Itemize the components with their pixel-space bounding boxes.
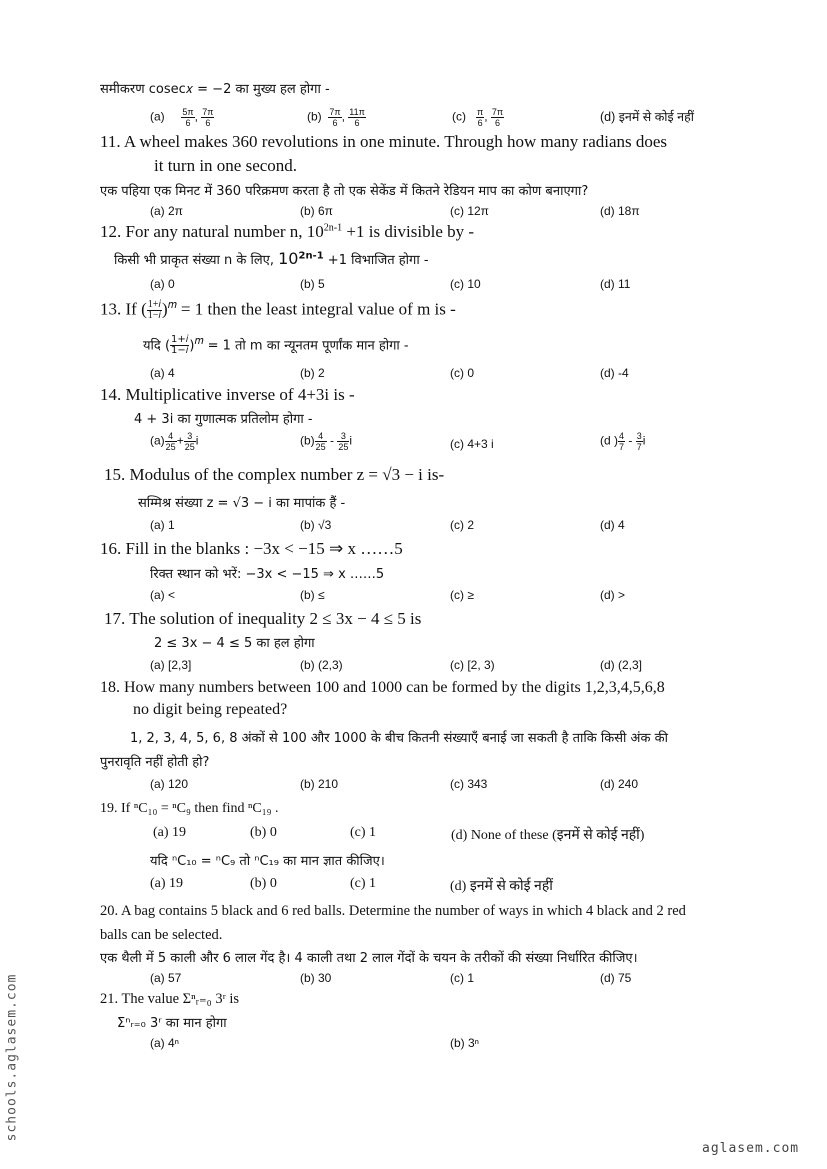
q13-english-tail: = 1 then the least integral value of m is - (176, 299, 456, 319)
q13-option-b: (b) 2 (300, 366, 325, 380)
q14-a-operator: + (176, 433, 184, 448)
q10-option-b: (b) $\frac{7\pi}{6}$ , $\frac{11\pi}{6}$ (307, 107, 365, 128)
q17-option-d: (d) (2,3] (600, 658, 643, 672)
q14-option-d-label: (d ) (600, 433, 618, 448)
left-watermark (4, 965, 22, 1155)
q19-hindi: यदि ⁿC₁₀ = ⁿC₉ तो ⁿC₁₉ का मान ज्ञात कीजिए। (150, 854, 385, 869)
q21-option-a: (a) 4ⁿ (150, 1036, 180, 1050)
q12-english-text: 12. For any natural number n, 10 (100, 222, 324, 241)
q14-d-operator: - (628, 433, 633, 448)
q14-d-frac2 (636, 431, 643, 452)
q18-english-line2: no digit being repeated? (133, 701, 288, 718)
q17-option-b: (b) (2,3) (300, 658, 343, 672)
q11-option-d: (d) 18π (600, 204, 640, 218)
q12-hindi-base: 10 (278, 249, 299, 268)
q15-option-c: (c) 2 (450, 518, 474, 532)
q17-option-c: (c) [2, 3) (450, 658, 495, 672)
q13-hindi-exponent: 𝑚 (194, 334, 204, 347)
frac-num: 7π (329, 107, 341, 117)
frac-num: 5π (182, 107, 194, 117)
frac-num: 3 (184, 431, 196, 442)
q16-english: 16. Fill in the blanks : −3x < −15 ⇒ x ……5 (100, 539, 403, 558)
q14-b-operator: - (330, 433, 335, 448)
frac-num: 4 (619, 431, 625, 441)
q20-option-a: (a) 57 (150, 971, 182, 985)
frac-den: 6 (205, 118, 211, 128)
q21-hindi: Σⁿᵣ₌₀ 3ʳ का मान होगा (117, 1016, 227, 1031)
frac-den: 7 (636, 442, 642, 452)
q13-hindi-tail: = 1 तो m का न्यूनतम पूर्णांक मान होगा - (203, 338, 409, 354)
q14-a-imag: i (195, 433, 199, 448)
q17-english: 17. The solution of inequality 2 ≤ 3x − 4 ≤ 5 is (104, 609, 422, 628)
q18-option-c: (c) 343 (450, 777, 488, 791)
q19-option-a-hindi-row: (a) 19 (150, 876, 184, 891)
frac-num: 4 (165, 431, 177, 442)
frac-den: 6 (477, 118, 483, 128)
q10-option-a: (a) $\frac{5\pi}{6}$ , $\frac{7\pi}{6}$ (150, 107, 214, 128)
q12-option-d: (d) 11 (600, 277, 631, 291)
q16-option-c: (c) ≥ (450, 588, 474, 602)
q14-d-imag: i (642, 433, 646, 448)
q12-english-tail: +1 is divisible by - (342, 222, 475, 241)
q16-option-b: (b) ≤ (300, 588, 325, 602)
frac-num: 3 (636, 431, 642, 441)
frac-den: 6 (332, 118, 338, 128)
q14-d-frac1 (618, 431, 625, 452)
q14-b-frac1 (315, 431, 327, 452)
q11-option-c: (c) 12π (450, 204, 489, 218)
q16-option-d: (d) > (600, 588, 626, 602)
q19-option-b-hindi-row: (b) 0 (250, 876, 277, 891)
q12-hindi-text: किसी भी प्राकृत संख्या n के लिए, (114, 253, 279, 268)
q10-option-b-label: (b) (307, 109, 322, 124)
frac-num: 7π (491, 107, 504, 117)
q12-hindi-tail: +1 विभाजित होगा - (323, 253, 429, 268)
q11-english-line1: 11. A wheel makes 360 revolutions in one minute. Through how many radians does (100, 132, 668, 151)
q13-hindi-text: यदि (143, 338, 161, 354)
q19-option-a: (a) 19 (153, 825, 187, 840)
q13-english-text: 13. If (100, 299, 137, 319)
q13-option-c: (c) 0 (450, 366, 474, 380)
q17-hindi: 2 ≤ 3x − 4 ≤ 5 का हल होगा (154, 636, 315, 651)
q18-hindi-line1: 1, 2, 3, 4, 5, 6, 8 अंकों से 100 और 1000 के बीच कितनी संख्याएँ बनाई जा सकती है ताकि किसी अंक की (130, 731, 668, 746)
q21-option-b: (b) 3ⁿ (450, 1036, 480, 1050)
frac-den: 7 (619, 442, 625, 452)
q19-option-c: (c) 1 (350, 825, 377, 840)
frac-num: 7π (202, 107, 214, 117)
q12-exponent: 2n-1 (323, 222, 343, 234)
q13-fraction (147, 300, 162, 321)
q10-option-c: (c) $\frac{\pi}{6}$ , $\frac{7\pi}{6}$ (452, 107, 504, 128)
q19-option-d-hindi-row: (d) इनमें से कोई नहीं (450, 879, 553, 894)
q12-option-c: (c) 10 (450, 277, 481, 291)
frac-den: 25 (338, 442, 349, 452)
footer-watermark: aglasem.com (702, 1141, 800, 1156)
q14-english: 14. Multiplicative inverse of 4+3i is - (100, 385, 355, 404)
q19-option-b: (b) 0 (250, 825, 277, 840)
q10-c-frac1 (476, 107, 484, 128)
q13-hindi-fraction (170, 335, 189, 356)
q16-hindi: रिक्त स्थान को भरें: −3x < −15 ⇒ x ……5 (150, 567, 385, 582)
q13-option-d: (d) -4 (600, 366, 629, 380)
q14-option-b-label: (b) (300, 433, 315, 448)
q18-option-b: (b) 210 (300, 777, 339, 791)
q10-option-d: (d) इनमें से कोई नहीं (600, 110, 694, 124)
q14-option-a (150, 431, 198, 452)
q10-a-frac2 (201, 107, 214, 128)
q20-english-line2: balls can be selected. (100, 927, 223, 943)
q15-option-b: (b) √3 (300, 518, 332, 532)
q13-hindi: यदि ( $\frac{\text{1+𝑖}}{\text{1−𝑖}}$ )$^𝑚$ = 1 तो m का न्यूनतम पूर्णांक मान होगा - (143, 334, 409, 357)
q10-c-frac2 (491, 107, 504, 128)
q14-b-frac2 (337, 431, 349, 452)
q15-option-a: (a) 1 (150, 518, 175, 532)
q16-option-a: (a) < (150, 588, 176, 602)
q15-english: 15. Modulus of the complex number z = √3 − i is- (104, 465, 445, 484)
q19-option-c-hindi-row: (c) 1 (350, 876, 377, 891)
q10-b-frac1 (328, 107, 341, 128)
q11-english-line2: it turn in one second. (154, 156, 298, 175)
q18-hindi-line2: पुनरावृति नहीं होती हो? (100, 755, 210, 770)
q20-option-c: (c) 1 (450, 971, 474, 985)
q12-hindi (114, 249, 429, 268)
q15-hindi: सम्मिश्र संख्या z = √3 − i का मापांक हैं - (138, 496, 346, 511)
frac-num: 4 (315, 431, 327, 442)
q19-option-d: (d) None of these (इनमें से कोई नहीं) (451, 828, 645, 843)
q10-hindi: समीकरण cosec𝑥 = −2 का मुख्य हल होगा - (100, 82, 330, 97)
q20-english-line1: 20. A bag contains 5 black and 6 red balls. Determine the number of ways in which 4 black and 2 red (100, 903, 686, 919)
q12-hindi-exponent: 2n-1 (298, 250, 324, 262)
q18-english-line1: 18. How many numbers between 100 and 1000 can be formed by the digits 1,2,3,4,5,6,8 (100, 679, 665, 696)
q19-english: 19. If ⁿC₁₀ = ⁿC₉ then find ⁿC₁₉ . (100, 801, 279, 816)
q14-a-frac1 (165, 431, 177, 452)
q12-english (100, 222, 474, 242)
frac-den: 1−𝑖 (147, 310, 162, 322)
q11-option-a: (a) 2π (150, 204, 183, 218)
q10-option-a-label: (a) (150, 109, 165, 124)
q12-option-b: (b) 5 (300, 277, 325, 291)
q14-a-frac2 (184, 431, 196, 452)
q14-option-a-label: (a) (150, 433, 165, 448)
q15-option-d: (d) 4 (600, 518, 625, 532)
left-watermark-text: schools.aglasem.com (4, 973, 20, 1142)
q14-option-c: (c) 4+3 i (450, 437, 494, 451)
q14-option-b (300, 431, 352, 452)
frac-num: 1+𝑖 (171, 334, 189, 346)
q13-english: 13. If ( $\frac{\text{1+𝑖}}{\text{1−𝑖}}$ )$^𝑚$ = 1 then the least integral value of m is - (100, 299, 456, 322)
q14-hindi: 4 + 3i का गुणात्मक प्रतिलोम होगा - (134, 412, 313, 427)
q11-option-b: (b) 6π (300, 204, 333, 218)
q13-paren: ) (162, 299, 168, 319)
q11-hindi: एक पहिया एक मिनट में 360 परिक्रमण करता है तो एक सेकेंड में कितने रेडियन माप का कोण बनाएगा? (100, 184, 589, 199)
q13-exponent: 𝑚 (167, 299, 177, 311)
q10-a-frac1 (181, 107, 194, 128)
frac-den: 6 (354, 118, 360, 128)
frac-den: 6 (185, 118, 191, 128)
q17-option-a: (a) [2,3] (150, 658, 192, 672)
q14-b-imag: i (349, 433, 353, 448)
q13-option-a: (a) 4 (150, 366, 175, 380)
q21-english: 21. The value Σⁿᵣ₌₀ 3ʳ is (100, 991, 240, 1007)
q10-option-c-label: (c) (452, 109, 466, 124)
frac-den: 1−𝑖 (171, 345, 189, 357)
frac-num: 1+𝑖 (147, 299, 162, 311)
frac-den: 25 (315, 442, 326, 452)
frac-num: π (477, 107, 484, 117)
frac-num: 3 (337, 431, 349, 442)
frac-num: 11π (349, 107, 365, 117)
q18-option-d: (d) 240 (600, 777, 639, 791)
q20-option-b: (b) 30 (300, 971, 332, 985)
q10-b-frac2 (348, 107, 366, 128)
q14-option-d (600, 431, 645, 452)
q20-option-d: (d) 75 (600, 971, 632, 985)
q20-hindi: एक थैली में 5 काली और 6 लाल गेंद है। 4 काली तथा 2 लाल गेंदों के चयन के तरीकों की संख्या निर्धारित कीजिए। (100, 951, 638, 966)
frac-den: 6 (495, 118, 501, 128)
q18-option-a: (a) 120 (150, 777, 189, 791)
q12-option-a: (a) 0 (150, 277, 175, 291)
frac-den: 25 (165, 442, 176, 452)
frac-den: 25 (184, 442, 195, 452)
